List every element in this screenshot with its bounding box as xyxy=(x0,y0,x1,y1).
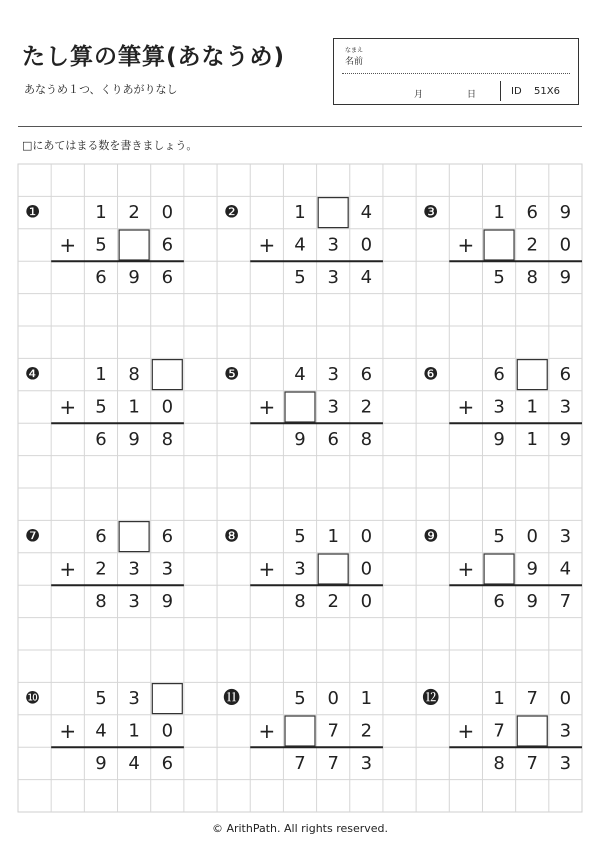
addend-top-digit: 0 xyxy=(161,202,174,224)
problem-number: ❾ xyxy=(423,526,439,547)
addend-bottom-digit: 3 xyxy=(559,720,572,742)
answer-blank-box[interactable] xyxy=(318,198,348,228)
addend-top-digit: 6 xyxy=(526,202,538,224)
problem-number: ⓫ xyxy=(223,688,241,709)
addend-top-digit: 1 xyxy=(493,202,505,224)
problem-number: ❻ xyxy=(423,364,439,385)
addend-top-digit: 0 xyxy=(360,526,373,548)
answer-blank-box[interactable] xyxy=(119,230,149,260)
addend-top-digit: 1 xyxy=(327,526,339,548)
plus-sign: + xyxy=(258,233,276,257)
worksheet-subtitle: あなうめ１つ、くりあがりなし xyxy=(24,83,178,96)
problem-number: ❹ xyxy=(24,364,41,385)
addend-bottom-digit: 3 xyxy=(327,396,339,418)
sum-digit: 7 xyxy=(327,752,339,774)
addend-top-digit: 0 xyxy=(526,526,538,548)
answer-blank-box[interactable] xyxy=(285,716,315,746)
sum-digit: 8 xyxy=(95,590,107,612)
addend-bottom-digit: 3 xyxy=(493,396,505,418)
addend-bottom-digit: 0 xyxy=(360,558,373,580)
addend-top-digit: 6 xyxy=(95,526,107,548)
worksheet-title: たし算の筆算(あなうめ) xyxy=(22,44,286,70)
sum-digit: 3 xyxy=(360,752,373,774)
addend-top-digit: 0 xyxy=(559,688,572,710)
addend-top-digit: 8 xyxy=(128,364,140,386)
addend-top-digit: 7 xyxy=(526,688,538,710)
sum-digit: 5 xyxy=(493,266,505,288)
addend-top-digit: 9 xyxy=(559,202,572,224)
answer-blank-box[interactable] xyxy=(484,554,514,584)
sum-digit: 7 xyxy=(294,752,306,774)
plus-sign: + xyxy=(258,395,276,419)
sum-digit: 3 xyxy=(128,590,140,612)
sum-digit: 9 xyxy=(95,752,107,774)
sum-digit: 8 xyxy=(161,428,174,450)
addend-top-digit: 6 xyxy=(161,526,174,548)
addend-top-digit: 6 xyxy=(559,364,572,386)
sum-digit: 9 xyxy=(493,428,505,450)
addend-bottom-digit: 2 xyxy=(95,558,107,580)
answer-blank-box[interactable] xyxy=(152,684,182,714)
sum-digit: 1 xyxy=(526,428,538,450)
problem-number: ❸ xyxy=(423,202,439,223)
plus-sign: + xyxy=(59,557,77,581)
answer-blank-box[interactable] xyxy=(318,554,348,584)
sum-digit: 7 xyxy=(559,590,572,612)
problem-number: ⓬ xyxy=(422,688,440,709)
addend-bottom-digit: 1 xyxy=(128,720,140,742)
addend-bottom-digit: 4 xyxy=(294,234,306,256)
addend-bottom-digit: 7 xyxy=(327,720,339,742)
addend-bottom-digit: 0 xyxy=(559,234,572,256)
addend-bottom-digit: 3 xyxy=(128,558,140,580)
sum-digit: 9 xyxy=(559,428,572,450)
sum-digit: 6 xyxy=(327,428,339,450)
addend-bottom-digit: 2 xyxy=(526,234,538,256)
addend-bottom-digit: 3 xyxy=(327,234,339,256)
addend-top-digit: 1 xyxy=(360,688,373,710)
sum-digit: 6 xyxy=(161,266,174,288)
sum-digit: 2 xyxy=(327,590,339,612)
month-label: 月 xyxy=(414,90,424,100)
addend-bottom-digit: 3 xyxy=(161,558,174,580)
day-label: 日 xyxy=(467,90,477,100)
addend-bottom-digit: 3 xyxy=(559,396,572,418)
sum-digit: 9 xyxy=(161,590,174,612)
problem-number: ❷ xyxy=(224,202,240,223)
addend-top-digit: 4 xyxy=(360,202,373,224)
answer-blank-box[interactable] xyxy=(517,716,547,746)
addend-top-digit: 4 xyxy=(294,364,306,386)
sum-digit: 8 xyxy=(526,266,538,288)
sum-digit: 4 xyxy=(360,266,373,288)
sum-digit: 6 xyxy=(161,752,174,774)
addend-top-digit: 1 xyxy=(95,364,107,386)
answer-blank-box[interactable] xyxy=(285,392,315,422)
answer-blank-box[interactable] xyxy=(517,360,547,390)
sum-digit: 5 xyxy=(294,266,306,288)
answer-blank-box[interactable] xyxy=(152,360,182,390)
addend-bottom-digit: 2 xyxy=(360,720,373,742)
plus-sign: + xyxy=(457,557,475,581)
plus-sign: + xyxy=(59,395,77,419)
addend-bottom-digit: 2 xyxy=(360,396,373,418)
addend-bottom-digit: 5 xyxy=(95,234,107,256)
sum-digit: 3 xyxy=(559,752,572,774)
name-furigana: なまえ xyxy=(345,47,364,54)
sum-digit: 9 xyxy=(559,266,572,288)
addend-top-digit: 0 xyxy=(327,688,339,710)
addend-bottom-digit: 1 xyxy=(128,396,140,418)
addend-top-digit: 2 xyxy=(128,202,140,224)
sum-digit: 7 xyxy=(526,752,538,774)
addend-top-digit: 5 xyxy=(294,688,306,710)
plus-sign: + xyxy=(59,233,77,257)
addend-top-digit: 5 xyxy=(294,526,306,548)
addend-bottom-digit: 5 xyxy=(95,396,107,418)
instruction-text: □にあてはまる数を書きましょう。 xyxy=(22,139,198,152)
addend-top-digit: 1 xyxy=(294,202,306,224)
answer-blank-box[interactable] xyxy=(484,230,514,260)
addend-top-digit: 5 xyxy=(95,688,107,710)
plus-sign: + xyxy=(457,395,475,419)
plus-sign: + xyxy=(258,719,276,743)
addend-bottom-digit: 0 xyxy=(161,720,174,742)
addend-top-digit: 6 xyxy=(493,364,505,386)
sum-digit: 6 xyxy=(95,428,107,450)
addend-bottom-digit: 3 xyxy=(294,558,306,580)
addend-top-digit: 3 xyxy=(559,526,572,548)
sum-digit: 9 xyxy=(128,428,140,450)
sum-digit: 6 xyxy=(493,590,505,612)
problem-number: ❽ xyxy=(224,526,240,547)
plus-sign: + xyxy=(457,233,475,257)
problem-number: ❺ xyxy=(224,364,240,385)
addend-bottom-digit: 6 xyxy=(161,234,174,256)
sum-digit: 8 xyxy=(294,590,306,612)
sum-digit: 9 xyxy=(526,590,538,612)
plus-sign: + xyxy=(457,719,475,743)
plus-sign: + xyxy=(258,557,276,581)
problem-number: ❶ xyxy=(24,202,41,223)
name-label: 名前 xyxy=(345,57,364,67)
sum-digit: 4 xyxy=(128,752,140,774)
addend-top-digit: 5 xyxy=(493,526,505,548)
sum-digit: 3 xyxy=(327,266,339,288)
sum-digit: 6 xyxy=(95,266,107,288)
id-label: ID xyxy=(511,86,522,97)
sum-digit: 8 xyxy=(493,752,505,774)
addend-top-digit: 3 xyxy=(128,688,140,710)
addend-bottom-digit: 4 xyxy=(559,558,572,580)
addend-bottom-digit: 9 xyxy=(526,558,538,580)
addend-bottom-digit: 0 xyxy=(360,234,373,256)
addend-bottom-digit: 4 xyxy=(95,720,107,742)
sum-digit: 8 xyxy=(360,428,373,450)
addend-bottom-digit: 0 xyxy=(161,396,174,418)
problem-number: ❼ xyxy=(24,526,41,547)
addend-bottom-digit: 7 xyxy=(493,720,505,742)
sum-digit: 9 xyxy=(128,266,140,288)
addend-top-digit: 1 xyxy=(493,688,505,710)
plus-sign: + xyxy=(59,719,77,743)
addend-top-digit: 1 xyxy=(95,202,107,224)
sum-digit: 0 xyxy=(360,590,373,612)
problem-number: ❿ xyxy=(24,688,41,709)
copyright-footer: © ArithPath. All rights reserved. xyxy=(211,822,389,835)
id-value: 51X6 xyxy=(534,86,560,97)
sum-digit: 9 xyxy=(294,428,306,450)
addend-top-digit: 3 xyxy=(327,364,339,386)
answer-blank-box[interactable] xyxy=(119,522,149,552)
addend-bottom-digit: 1 xyxy=(526,396,538,418)
addend-top-digit: 6 xyxy=(360,364,373,386)
